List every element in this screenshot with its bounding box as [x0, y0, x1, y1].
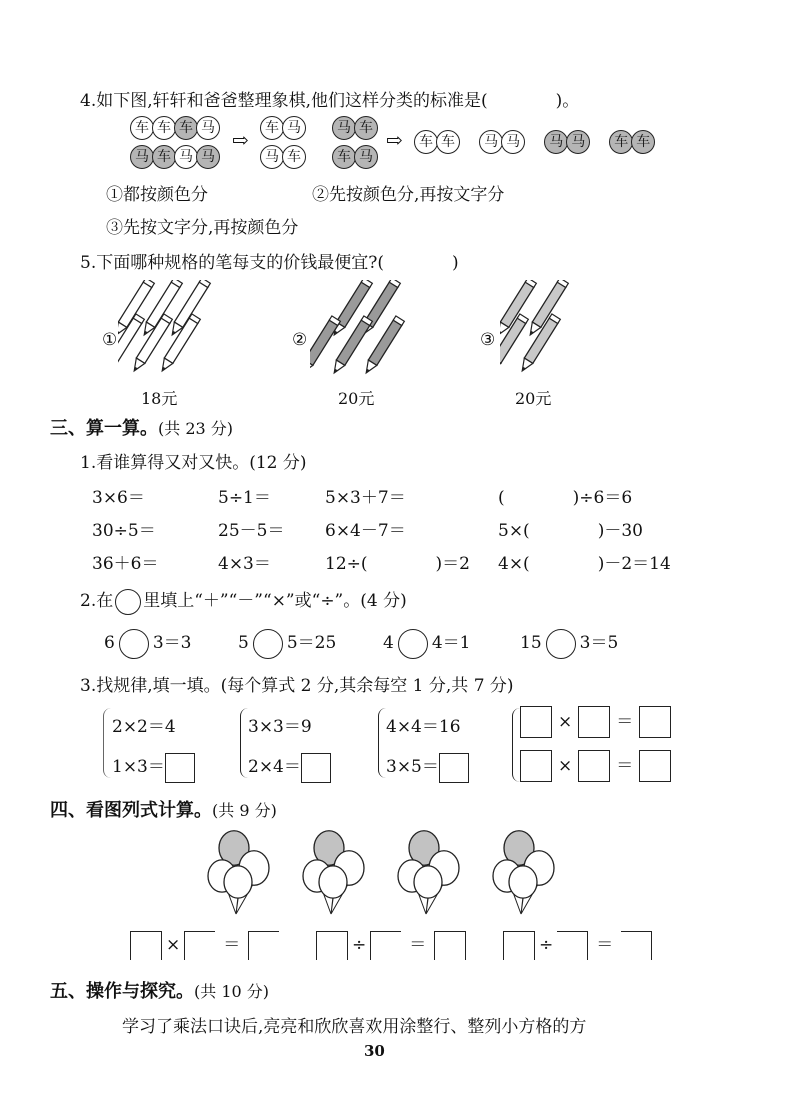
chess-piece: 马: [130, 145, 154, 169]
calc-item[interactable]: 12÷( )＝2: [325, 554, 470, 574]
chess-piece: 马: [501, 130, 525, 154]
chess-piece: 车: [174, 116, 198, 140]
answer-box[interactable]: [301, 753, 331, 783]
q5-choice-1-label[interactable]: ①: [102, 330, 118, 350]
section-5-points: (共 10 分): [194, 982, 270, 1001]
section-3-title: 三、算一算。: [50, 418, 158, 439]
chess-piece: 车: [152, 145, 176, 169]
pattern-bottom: 2×4＝: [248, 752, 331, 783]
chess-piece: 车: [414, 130, 438, 154]
pattern-top: 4×4＝16: [386, 717, 461, 737]
pencils-group-1: [118, 280, 228, 385]
q5-choice-2-price: 20元: [338, 389, 375, 408]
calc-item[interactable]: 3×6＝: [92, 488, 145, 508]
q4-group1-row2: [130, 145, 218, 169]
s3-p2-title-b: 里填上“＋”“－”“×”或“÷”。(4 分): [143, 591, 407, 611]
op-item: 6 3＝3: [104, 628, 191, 659]
op-item: 4 4＝1: [383, 628, 470, 659]
pattern-bottom: 1×3＝: [112, 752, 195, 783]
calc-item[interactable]: 30÷5＝: [92, 521, 156, 541]
chess-piece: 车: [609, 130, 633, 154]
chess-piece: 马: [260, 145, 284, 169]
chess-piece: 马: [354, 145, 378, 169]
answer-box[interactable]: [520, 706, 552, 738]
op-item: 5 5＝25: [238, 628, 336, 659]
s3-p3-title: 3.找规律,填一填。(每个算式 2 分,其余每空 1 分,共 7 分): [80, 676, 514, 696]
calc-item[interactable]: 5×3＋7＝: [325, 488, 406, 508]
equation-row: ÷ ＝: [503, 930, 652, 960]
pencils-group-3: [500, 280, 590, 385]
chess-piece: 车: [436, 130, 460, 154]
circle-icon: [115, 589, 141, 615]
chess-piece: 马: [544, 130, 568, 154]
answer-box[interactable]: [639, 750, 671, 782]
q5-choice-3-label[interactable]: ③: [480, 330, 496, 350]
answer-box[interactable]: [621, 931, 652, 960]
balloon-illustration: [200, 824, 580, 924]
q5-choice-1-price: 18元: [141, 389, 178, 408]
answer-box[interactable]: [503, 931, 535, 960]
q4-text: 4.如下图,轩轩和爸爸整理象棋,他们这样分类的标准是( )。: [80, 91, 580, 111]
balloon-icon: [319, 866, 347, 898]
section-5-heading: [50, 977, 269, 1003]
calc-item[interactable]: 36＋6＝: [92, 554, 159, 574]
chess-piece: 马: [479, 130, 503, 154]
chess-piece: 马: [174, 145, 198, 169]
calc-item[interactable]: 5×( )－30: [498, 521, 643, 541]
calc-item[interactable]: 4×3＝: [218, 554, 271, 574]
chess-piece: 马: [196, 116, 220, 140]
pattern-top: 3×3＝9: [248, 717, 312, 737]
chess-piece: 车: [152, 116, 176, 140]
balloon-icon: [414, 866, 442, 898]
calc-item[interactable]: 25－5＝: [218, 521, 285, 541]
answer-box[interactable]: [434, 931, 466, 960]
section-4-points: (共 9 分): [212, 801, 277, 820]
balloon-icon: [509, 866, 537, 898]
answer-box[interactable]: [130, 931, 162, 960]
chess-piece: 马: [282, 116, 306, 140]
section-3-heading: [50, 414, 233, 440]
chess-piece: 车: [130, 116, 154, 140]
section-3-points: (共 23 分): [158, 419, 234, 438]
section-4-heading: [50, 796, 277, 822]
answer-box[interactable]: [520, 750, 552, 782]
balloon-icon: [224, 866, 252, 898]
chess-piece: 车: [631, 130, 655, 154]
section-5-title: 五、操作与探究。: [50, 981, 194, 1002]
arrow-right-icon: ⇨: [386, 128, 403, 152]
chess-piece: 车: [282, 145, 306, 169]
q4-group1-row1: [130, 116, 218, 140]
section-5-text: 学习了乘法口诀后,亮亮和欣欣喜欢用涂整行、整列小方格的方: [122, 1017, 587, 1037]
equation-row: ÷ ＝: [316, 930, 466, 960]
q4-group1: [130, 116, 218, 169]
calc-item[interactable]: 6×4－7＝: [325, 521, 406, 541]
page-number: 30: [364, 1042, 385, 1060]
op-item: 15 3＝5: [520, 628, 618, 659]
chess-piece: 车: [260, 116, 284, 140]
q5-text: 5.下面哪种规格的笔每支的价钱最便宜?( ): [80, 253, 459, 273]
answer-box[interactable]: [184, 931, 215, 960]
pencils-group-2: [310, 280, 420, 385]
calc-item[interactable]: 5÷1＝: [218, 488, 271, 508]
pattern-bottom-blank: × ＝: [520, 750, 671, 782]
chess-piece: 马: [566, 130, 590, 154]
answer-box[interactable]: [578, 706, 610, 738]
answer-box[interactable]: [639, 706, 671, 738]
pattern-top-blank: × ＝: [520, 706, 671, 738]
s3-p2-title: [80, 586, 407, 615]
calc-item[interactable]: 4×( )－2＝14: [498, 554, 671, 574]
chess-piece: 车: [332, 145, 356, 169]
equation-row: × ＝: [130, 930, 279, 960]
calc-item[interactable]: ( )÷6＝6: [498, 488, 633, 508]
answer-box[interactable]: [370, 931, 401, 960]
chess-piece: 马: [196, 145, 220, 169]
answer-box[interactable]: [439, 753, 469, 783]
chess-piece: 车: [354, 116, 378, 140]
q4-group3: [414, 130, 653, 154]
answer-box[interactable]: [165, 753, 195, 783]
q5-choice-2-label[interactable]: ②: [292, 330, 308, 350]
op-circle-input[interactable]: [119, 629, 149, 659]
answer-box[interactable]: [557, 931, 588, 960]
chess-piece: 马: [332, 116, 356, 140]
answer-box[interactable]: [316, 931, 348, 960]
op-circle-input[interactable]: [253, 629, 283, 659]
q4-group2-right: [332, 116, 376, 169]
q4-option-3[interactable]: ③先按文字分,再按颜色分: [106, 218, 299, 238]
pattern-bottom: 3×5＝: [386, 752, 469, 783]
op-circle-input[interactable]: [398, 629, 428, 659]
q4-option-1[interactable]: ①都按颜色分: [106, 185, 208, 205]
op-circle-input[interactable]: [546, 629, 576, 659]
q4-group2-left: [260, 116, 304, 169]
q5-choice-3-price: 20元: [515, 389, 552, 408]
s3-p1-title: 1.看谁算得又对又快。(12 分): [80, 453, 307, 473]
s3-p2-title-a: 2.在: [80, 591, 114, 611]
arrow-right-icon: ⇨: [232, 128, 249, 152]
pattern-top: 2×2＝4: [112, 717, 176, 737]
answer-box[interactable]: [248, 931, 279, 960]
answer-box[interactable]: [578, 750, 610, 782]
section-4-title: 四、看图列式计算。: [50, 800, 212, 821]
q4-option-2[interactable]: ②先按颜色分,再按文字分: [312, 185, 505, 205]
